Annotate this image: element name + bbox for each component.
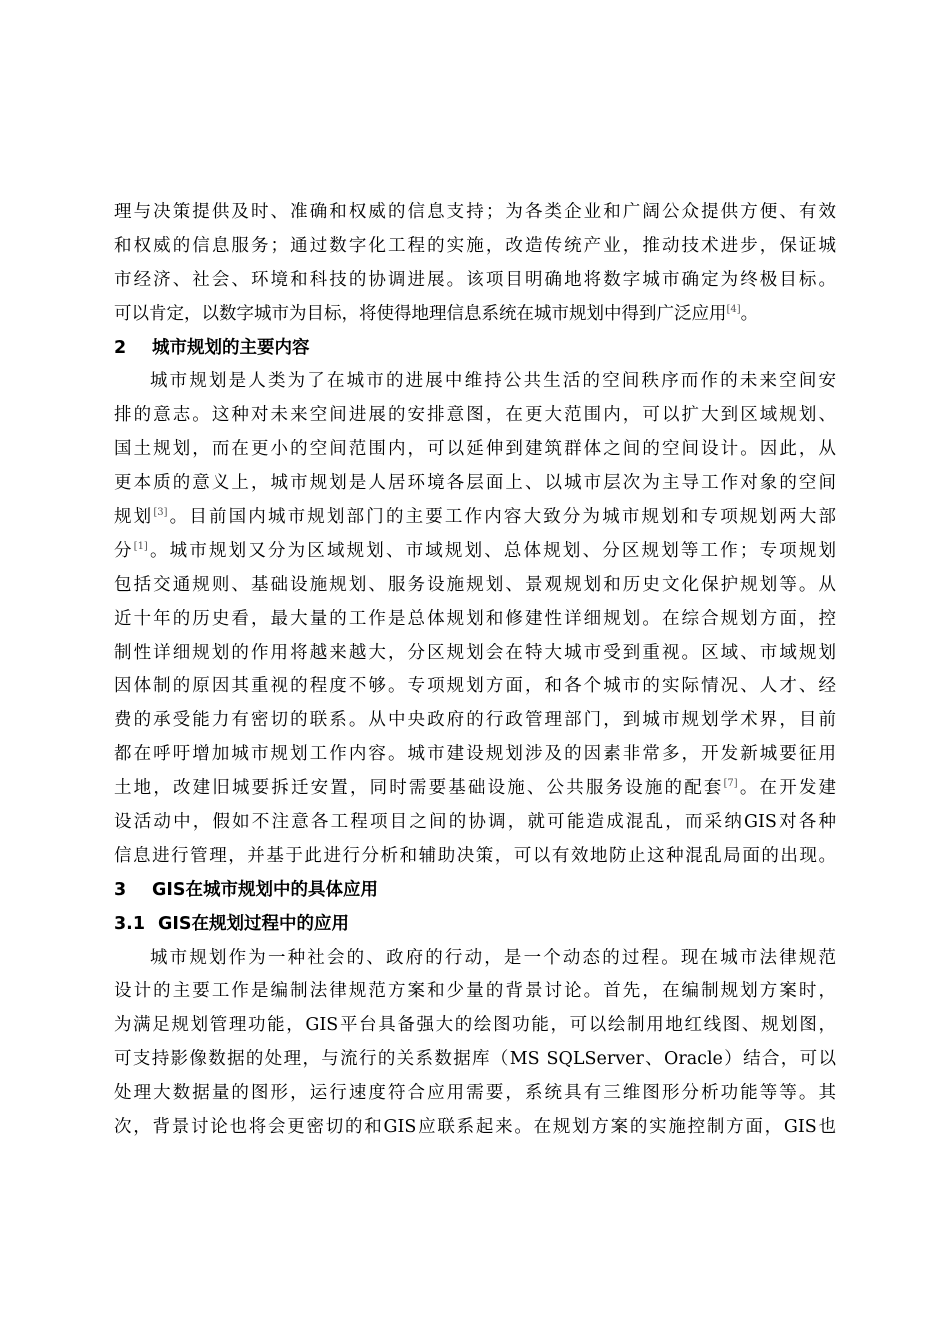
subsection-heading [114, 908, 836, 942]
subsection-number: 3.1 [114, 913, 146, 934]
paragraph-line: 为满足规划管理功能，GIS平台具备强大的绘图功能，可以绘制用地红线图、规划图， [114, 1015, 836, 1036]
citation-ref: [4] [726, 303, 741, 315]
section-title: GIS在城市规划中的具体应用 [152, 879, 378, 900]
section-heading [114, 874, 836, 908]
paragraph-text: 土地，改建旧城要拆迁安置，同时需要基础设施、公共服务设施的配套 [114, 778, 724, 799]
paragraph-line: 次，背景讨论也将会更密切的和GIS应联系起来。在规划方案的实施控制方面，GIS也 [114, 1117, 836, 1138]
paragraph-line [114, 298, 836, 332]
paragraph-line: 设计的主要工作是编制法律规范方案和少量的背景讨论。首先，在编制规划方案时， [114, 981, 836, 1002]
section-heading [114, 332, 836, 366]
paragraph-line: 包括交通规则、基础设施规划、服务设施规划、景观规划和历史文化保护规划等。从 [114, 574, 836, 595]
citation-ref: [3] [153, 507, 168, 519]
document-body [114, 196, 836, 1145]
paragraph-line: 因体制的原因其重视的程度不够。专项规划方面，和各个城市的实际情况、人才、经 [114, 676, 836, 697]
paragraph-line: 制性详细规划的作用将越来越大，分区规划会在特大城市受到重视。区域、市域规划 [114, 642, 836, 663]
section-number: 2 [114, 337, 127, 358]
paragraph-line: 设活动中，假如不注意各工程项目之间的协调，就可能造成混乱，而采纳GIS对各种 [114, 812, 836, 833]
paragraph-line [114, 772, 836, 806]
subsection-title: GIS在规划过程中的应用 [158, 913, 349, 934]
paragraph-line: 和权威的信息服务；通过数字化工程的实施，改造传统产业，推动技术进步，保证城 [114, 235, 836, 256]
paragraph-line: 城市规划是人类为了在城市的进展中维持公共生活的空间秩序而作的未来空间安 [150, 371, 836, 392]
paragraph-text: 。 [740, 303, 759, 324]
section-title: 城市规划的主要内容 [152, 337, 310, 358]
paragraph-line: 更本质的意义上，城市规划是人居环境各层面上、以城市层次为主导工作对象的空间 [114, 473, 836, 494]
paragraph-line: 信息进行管理，并基于此进行分析和辅助决策，可以有效地防止这种混乱局面的出现。 [114, 845, 836, 866]
paragraph-line: 城市规划作为一种社会的、政府的行动，是一个动态的过程。现在城市法律规范 [150, 947, 836, 968]
paragraph-line: 都在呼吁增加城市规划工作内容。城市建设规划涉及的因素非常多，开发新城要征用 [114, 744, 836, 765]
citation-ref: [1] [133, 541, 148, 553]
paragraph-line: 可支持影像数据的处理，与流行的关系数据库（MS SQLServer、Oracle）结合，可以 [114, 1049, 836, 1070]
paragraph-text: 规划 [114, 507, 154, 528]
paragraph-line [114, 501, 836, 535]
citation-ref: [7] [723, 778, 738, 790]
section-number: 3 [114, 879, 127, 900]
paragraph-line: 处理大数据量的图形，运行速度符合应用需要，系统具有三维图形分析功能等等。其 [114, 1083, 836, 1104]
paragraph-text: 。城市规划又分为区域规划、市域规划、总体规划、分区规划等工作；专项规划 [147, 540, 837, 561]
paragraph-line: 市经济、社会、环境和科技的协调进展。该项目明确地将数字城市确定为终极目标。 [114, 269, 836, 290]
paragraph-line [114, 535, 836, 569]
paragraph-text: 分 [114, 540, 134, 561]
paragraph-line: 国土规划，而在更小的空间范围内，可以延伸到建筑群体之间的空间设计。因此，从 [114, 439, 836, 460]
paragraph-line: 近十年的历史看，最大量的工作是总体规划和修建性详细规划。在综合规划方面，控 [114, 608, 836, 629]
paragraph-text: 。在开发建 [737, 778, 837, 799]
paragraph-text: 。目前国内城市规划部门的主要工作内容大致分为城市规划和专项规划两大部 [167, 507, 837, 528]
paragraph-line: 排的意志。这种对未来空间进展的安排意图，在更大范围内，可以扩大到区域规划、 [114, 405, 836, 426]
paragraph-text: 可以肯定，以数字城市为目标，将使得地理信息系统在城市规划中得到广泛应用 [114, 303, 727, 324]
paragraph-line: 理与决策提供及时、准确和权威的信息支持；为各类企业和广阔公众提供方便、有效 [114, 202, 836, 222]
paragraph-line: 费的承受能力有密切的联系。从中央政府的行政管理部门，到城市规划学术界，目前 [114, 710, 836, 731]
